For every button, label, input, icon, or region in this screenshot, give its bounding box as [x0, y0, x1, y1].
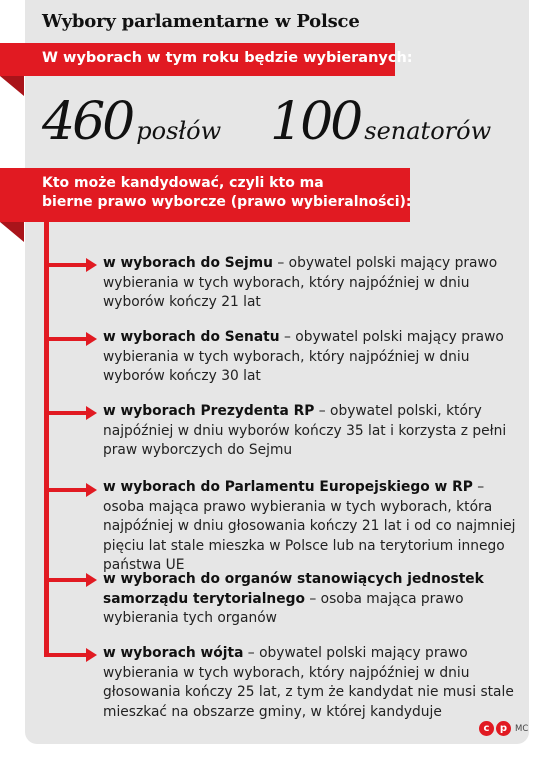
item-heading: w wyborach wójta [103, 645, 244, 661]
arrow-connector [44, 488, 86, 492]
arrow-right-icon [86, 648, 97, 662]
arrow-connector [44, 263, 86, 267]
arrow-connector [44, 337, 86, 341]
publisher-logo-p-icon: p [496, 721, 511, 736]
item-text: – obywatel polski mający prawo wybierania w tych wyborach, który najpóźniej w dniu wyborów kończy 21 lat [103, 255, 498, 310]
count-deputies-label: posłów [136, 117, 222, 145]
banner-fold-decoration [0, 222, 24, 242]
item-heading: w wyborach do Parlamentu Europejskiego w RP [103, 479, 473, 495]
banner-question [0, 168, 410, 222]
banner-question-line2: bierne prawo wyborcze (prawo wybieralności): [42, 194, 412, 210]
arrow-connector [44, 578, 86, 582]
arrow-right-icon [86, 332, 97, 346]
list-item [103, 328, 523, 387]
banner-fold-decoration [0, 76, 24, 96]
item-text: – obywatel polski mający prawo wybierania w tych wyborach, który najpóźniej w dniu głosowania kończy 25 lat, z tym że kandydat nie musi stale mieszkać na obszarze gminy, w której kandyduje [103, 645, 514, 720]
publisher-logo-c-icon: c [479, 721, 494, 736]
list-item [103, 402, 523, 461]
arrow-right-icon [86, 573, 97, 587]
arrow-right-icon [86, 258, 97, 272]
item-text: – osoba mająca prawo wybierania w tych wyborach, która najpóźniej w dniu głosowania kończy 21 lat i od co najmniej pięciu lat stale mieszka w Polsce lub na terytorium innego państwa UE [103, 479, 516, 573]
banner-question-text [42, 174, 412, 212]
banner-question-line1: Kto może kandydować, czyli kto ma [42, 175, 324, 191]
count-senators-number: 100 [270, 92, 361, 152]
list-item [103, 478, 523, 576]
count-deputies-number: 460 [42, 92, 133, 152]
arrow-connector [44, 411, 86, 415]
page-title: Wybory parlamentarne w Polsce [42, 11, 360, 32]
timeline-spine [44, 214, 49, 657]
list-item [103, 644, 523, 722]
item-text: – obywatel polski, który najpóźniej w dniu wyborów kończy 35 lat i korzysta z pełni praw wyborczych do Sejmu [103, 403, 507, 458]
author-credit: MC [515, 724, 529, 734]
arrow-right-icon [86, 406, 97, 420]
item-heading: w wyborach do Sejmu [103, 255, 273, 271]
item-text: – obywatel polski mający prawo wybierania w tych wyborach, który najpóźniej w dniu wyborów kończy 30 lat [103, 329, 504, 384]
item-heading: w wyborach do Senatu [103, 329, 280, 345]
count-senators-label: senatorów [364, 117, 492, 145]
list-item [103, 254, 523, 313]
item-heading: w wyborach Prezydenta RP [103, 403, 315, 419]
item-text: – osoba mająca prawo wybierania tych organów [103, 590, 464, 626]
count-senators [270, 92, 491, 152]
count-deputies [42, 92, 221, 152]
item-heading: w wyborach do organów stanowiących jednostek samorządu terytorialnego [103, 571, 484, 607]
arrow-connector [44, 653, 86, 657]
list-item [103, 570, 523, 629]
arrow-right-icon [86, 483, 97, 497]
banner-elected [0, 43, 413, 76]
banner-elected-text: W wyborach w tym roku będzie wybieranych: [42, 50, 413, 66]
